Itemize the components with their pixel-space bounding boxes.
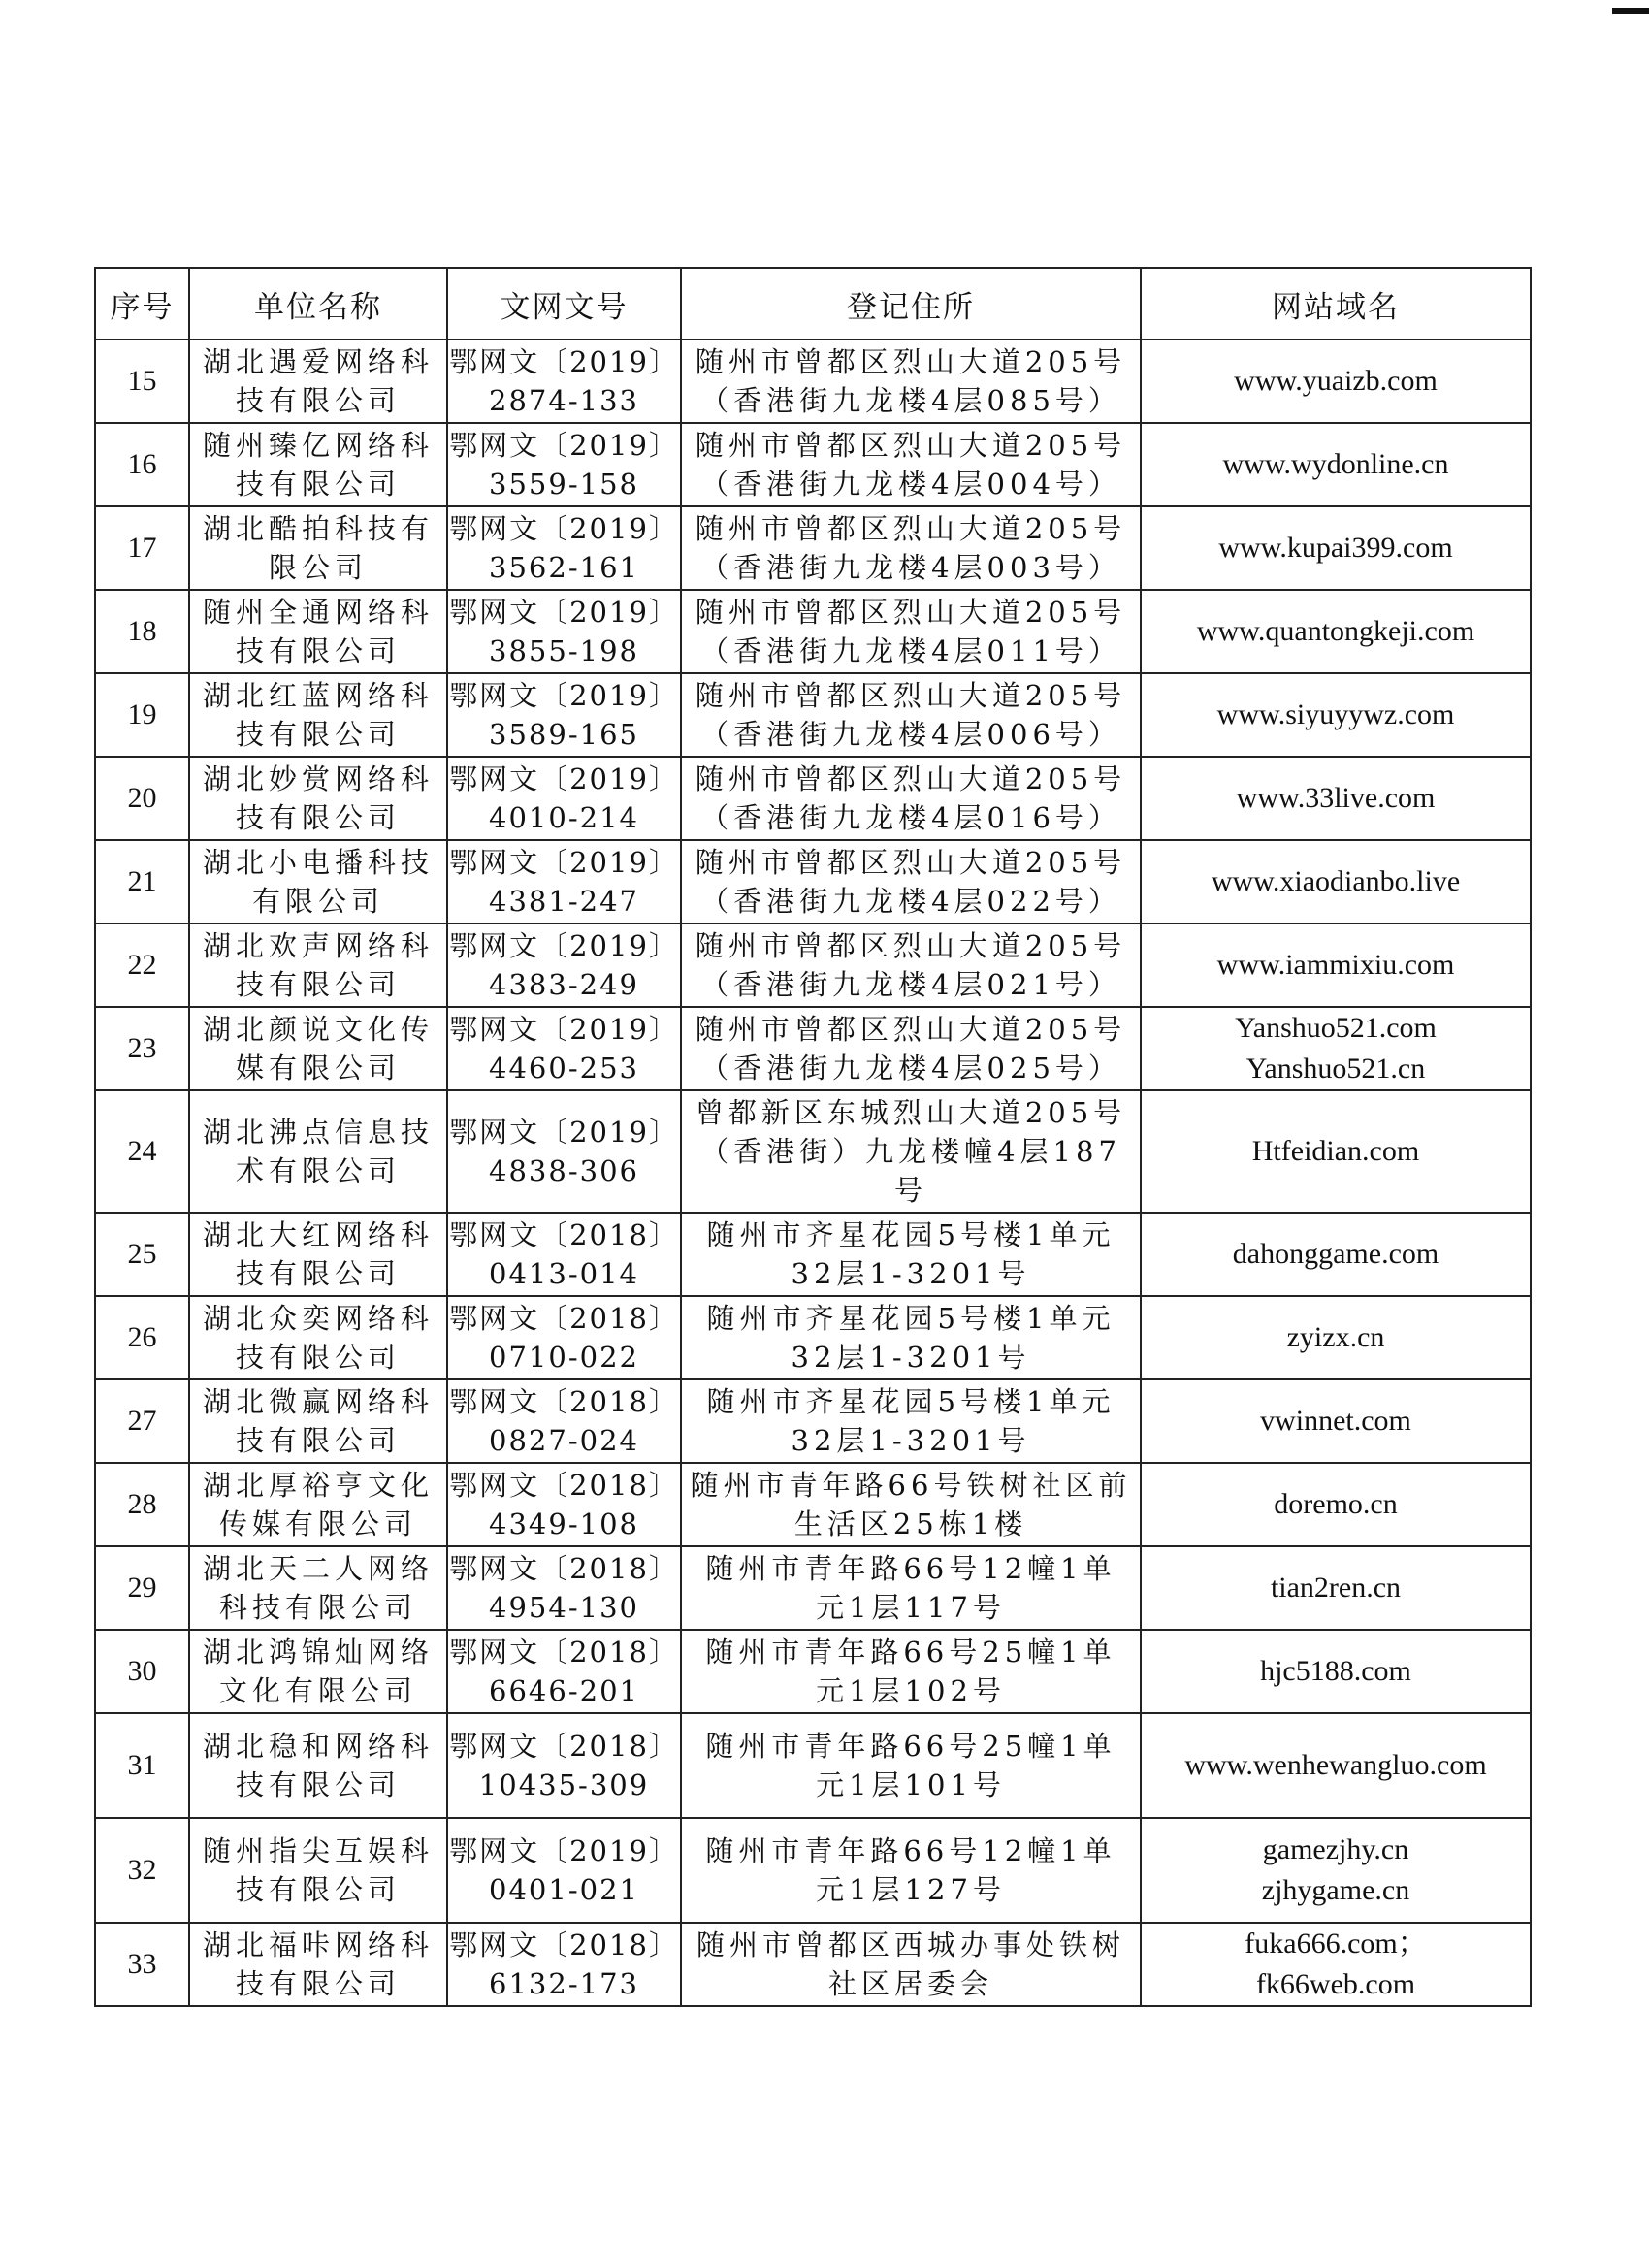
cell-company-name [189,1007,447,1090]
cell-serial-no: 16 [95,423,189,506]
cell-license-no [447,757,681,840]
cell-registered-address-line: 元1层127号 [816,1873,1006,1906]
cell-registered-address-line: 随州市青年路66号25幢1单 [705,1636,1116,1669]
cell-company-name-line: 技有限公司 [235,718,401,751]
cell-license-no-line: 鄂网文〔2018〕 [449,1928,679,1961]
cell-license-no-line: 4383-249 [489,968,639,1001]
cell-company-name-line: 技有限公司 [235,1967,401,2000]
cell-license-no-line: 鄂网文〔2019〕 [449,512,679,545]
table-row [95,1296,1531,1379]
cell-license-no-line: 3562-161 [489,551,639,584]
cell-license-no-line: 4349-108 [489,1507,639,1540]
cell-license-no-line: 0401-021 [489,1873,639,1906]
cell-serial-no: 29 [95,1546,189,1630]
cell-registered-address-line: （香港街九龙楼4层011号） [700,634,1121,667]
cell-registered-address-line: 随州市齐星花园5号楼1单元 [706,1218,1116,1251]
cell-registered-address [681,923,1141,1007]
cell-company-name [189,590,447,673]
table-row [95,1463,1531,1546]
cell-company-name-line: 湖北天二人网络 [202,1552,434,1585]
cell-registered-address-line: （香港街九龙楼4层006号） [700,718,1121,751]
cell-registered-address [681,1630,1141,1713]
cell-company-name-line: 湖北沸点信息技 [202,1116,434,1149]
cell-license-no-line: 3559-158 [489,468,639,501]
cell-registered-address-line: （香港街九龙楼4层025号） [700,1052,1121,1085]
cell-serial-no: 21 [95,840,189,923]
cell-license-no [447,840,681,923]
cell-registered-address [681,1923,1141,2006]
cell-registered-address-line: （香港街九龙楼4层003号） [700,551,1121,584]
cell-company-name-line: 湖北大红网络科 [202,1218,434,1251]
cell-company-name-line: 技有限公司 [235,634,401,667]
cell-license-no-line: 鄂网文〔2018〕 [449,1385,679,1418]
cell-registered-address-line: 曾都新区东城烈山大道205号 [695,1096,1127,1129]
cell-registered-address [681,757,1141,840]
cell-company-name-line: 技有限公司 [235,384,401,417]
cell-company-name-line: 文化有限公司 [218,1674,417,1707]
scan-edge-mark [1612,8,1649,14]
cell-serial-no: 31 [95,1713,189,1818]
cell-company-name [189,923,447,1007]
cell-registered-address-line: （香港街九龙楼4层004号） [700,468,1121,501]
cell-serial-no: 18 [95,590,189,673]
cell-website-domain-line: www.xiaodianbo.live [1211,865,1461,897]
cell-registered-address-line: 随州市曾都区烈山大道205号 [695,762,1127,795]
cell-license-no [447,1379,681,1463]
cell-company-name-line: 湖北妙赏网络科 [202,762,434,795]
cell-license-no-line: 6646-201 [489,1674,639,1707]
cell-license-no-line: 鄂网文〔2019〕 [449,345,679,378]
cell-license-no-line: 6132-173 [489,1967,639,2000]
cell-company-name [189,423,447,506]
cell-license-no-line: 鄂网文〔2019〕 [449,929,679,962]
cell-registered-address [681,506,1141,590]
cell-company-name [189,1546,447,1630]
cell-registered-address [681,1007,1141,1090]
cell-license-no-line: 鄂网文〔2018〕 [449,1730,679,1763]
cell-serial-no: 20 [95,757,189,840]
cell-registered-address [681,340,1141,423]
table-header-row [95,268,1531,340]
cell-company-name [189,757,447,840]
cell-company-name-line: 技有限公司 [235,801,401,834]
cell-license-no-line: 鄂网文〔2019〕 [449,596,679,629]
cell-license-no-line: 鄂网文〔2018〕 [449,1302,679,1335]
cell-serial-no: 25 [95,1213,189,1296]
cell-registered-address-line: 元1层102号 [816,1674,1006,1707]
cell-license-no-line: 10435-309 [478,1768,650,1801]
table-row [95,1630,1531,1713]
cell-license-no-line: 鄂网文〔2019〕 [449,1013,679,1046]
cell-company-name-line: 湖北小电播科技 [202,846,434,879]
table-row [95,1007,1531,1090]
cell-company-name [189,673,447,757]
cell-registered-address-line: 32层1-3201号 [791,1257,1031,1290]
cell-registered-address [681,423,1141,506]
cell-license-no [447,1713,681,1818]
cell-company-name-line: 湖北微赢网络科 [202,1385,434,1418]
cell-registered-address [681,840,1141,923]
cell-license-no-line: 4460-253 [489,1052,639,1085]
table-body [95,340,1531,2006]
cell-registered-address-line: 随州市青年路66号12幢1单 [705,1552,1116,1585]
cell-company-name [189,1630,447,1713]
cell-serial-no: 28 [95,1463,189,1546]
cell-company-name [189,1923,447,2006]
cell-registered-address [681,1090,1141,1213]
cell-company-name-line: 湖北遇爱网络科 [202,345,434,378]
cell-company-name [189,1296,447,1379]
cell-website-domain-line: Yanshuo521.com [1235,1012,1437,1044]
cell-license-no [447,923,681,1007]
cell-registered-address-line: （香港街九龙楼4层022号） [700,885,1121,918]
cell-registered-address-line: 元1层117号 [816,1591,1006,1624]
table-row [95,590,1531,673]
cell-license-no-line: 0710-022 [489,1341,639,1374]
cell-website-domain [1141,1213,1531,1296]
cell-company-name [189,1090,447,1213]
cell-company-name-line: 技有限公司 [235,968,401,1001]
cell-serial-no: 32 [95,1818,189,1923]
table-row [95,1213,1531,1296]
cell-company-name-line: 传媒有限公司 [218,1507,417,1540]
cell-company-name-line: 媒有限公司 [235,1052,401,1085]
cell-license-no [447,673,681,757]
cell-registered-address-line: 随州市青年路66号铁树社区前 [690,1469,1132,1502]
cell-website-domain [1141,1818,1531,1923]
table-row [95,1379,1531,1463]
cell-website-domain-line: gamezjhy.cn [1262,1833,1409,1865]
header-serial-no: 序号 [95,268,189,340]
cell-website-domain-line: zyizx.cn [1286,1321,1385,1353]
cell-company-name-line: 湖北福咔网络科 [202,1928,434,1961]
header-website-domain: 网站域名 [1141,268,1531,340]
cell-registered-address [681,673,1141,757]
cell-website-domain [1141,1090,1531,1213]
cell-license-no [447,1630,681,1713]
cell-registered-address-line: 随州市曾都区烈山大道205号 [695,679,1127,712]
cell-company-name [189,1379,447,1463]
cell-company-name-line: 技有限公司 [235,1424,401,1457]
cell-license-no [447,1213,681,1296]
table-row [95,1818,1531,1923]
cell-serial-no: 17 [95,506,189,590]
cell-registered-address-line: 随州市曾都区西城办事处铁树 [695,1928,1125,1961]
cell-website-domain [1141,1630,1531,1713]
cell-website-domain [1141,590,1531,673]
cell-license-no [447,1818,681,1923]
cell-registered-address [681,1818,1141,1923]
cell-license-no [447,1296,681,1379]
cell-registered-address-line: 随州市曾都区烈山大道205号 [695,345,1127,378]
cell-website-domain [1141,840,1531,923]
cell-company-name [189,340,447,423]
cell-registered-address [681,1463,1141,1546]
cell-serial-no: 30 [95,1630,189,1713]
cell-license-no-line: 4010-214 [489,801,639,834]
cell-registered-address-line: 随州市青年路66号25幢1单 [705,1730,1116,1763]
cell-license-no-line: 鄂网文〔2018〕 [449,1469,679,1502]
cell-registered-address-line: 随州市齐星花园5号楼1单元 [706,1385,1116,1418]
table-row [95,1546,1531,1630]
cell-license-no [447,340,681,423]
cell-company-name [189,506,447,590]
registry-table [94,267,1532,2007]
cell-registered-address-line: 社区居委会 [827,1967,993,2000]
cell-website-domain [1141,423,1531,506]
cell-license-no-line: 鄂网文〔2019〕 [449,679,679,712]
cell-registered-address-line: （香港街九龙楼4层085号） [700,384,1121,417]
table-row [95,923,1531,1007]
cell-license-no [447,1463,681,1546]
cell-website-domain-line: fuka666.com； [1245,1928,1427,1960]
cell-registered-address-line: 元1层101号 [816,1768,1006,1801]
cell-license-no-line: 0827-024 [489,1424,639,1457]
cell-registered-address-line: 号 [893,1174,927,1207]
table-row [95,1713,1531,1818]
cell-company-name-line: 湖北众奕网络科 [202,1302,434,1335]
cell-company-name [189,1818,447,1923]
cell-serial-no: 24 [95,1090,189,1213]
table-row [95,340,1531,423]
cell-company-name-line: 湖北酷拍科技有 [202,512,434,545]
cell-serial-no: 19 [95,673,189,757]
cell-license-no-line: 鄂网文〔2019〕 [449,762,679,795]
table-row [95,1923,1531,2006]
cell-website-domain-line: fk66web.com [1255,1968,1416,2000]
cell-website-domain-line: www.kupai399.com [1218,532,1453,564]
cell-website-domain [1141,1923,1531,2006]
cell-website-domain [1141,1713,1531,1818]
table-row [95,673,1531,757]
cell-license-no [447,506,681,590]
cell-website-domain-line: www.quantongkeji.com [1196,615,1475,647]
cell-company-name-line: 湖北红蓝网络科 [202,679,434,712]
cell-website-domain [1141,1546,1531,1630]
cell-company-name-line: 随州全通网络科 [202,596,434,629]
cell-website-domain-line: dahonggame.com [1232,1238,1439,1270]
cell-serial-no: 33 [95,1923,189,2006]
cell-license-no-line: 鄂网文〔2018〕 [449,1218,679,1251]
cell-serial-no: 15 [95,340,189,423]
cell-license-no-line: 鄂网文〔2019〕 [449,1834,679,1867]
cell-license-no [447,423,681,506]
cell-license-no [447,590,681,673]
registry-table-container [94,267,1530,2007]
cell-website-domain [1141,757,1531,840]
cell-website-domain-line: tian2ren.cn [1270,1571,1402,1604]
cell-registered-address [681,1296,1141,1379]
cell-website-domain-line: www.yuaizb.com [1234,365,1438,397]
cell-license-no-line: 鄂网文〔2019〕 [449,1116,679,1149]
cell-registered-address [681,1213,1141,1296]
cell-website-domain [1141,923,1531,1007]
cell-company-name-line: 有限公司 [251,885,384,918]
cell-license-no [447,1007,681,1090]
table-row [95,1090,1531,1213]
cell-website-domain [1141,1463,1531,1546]
cell-license-no [447,1546,681,1630]
table-row [95,840,1531,923]
cell-company-name-line: 湖北稳和网络科 [202,1730,434,1763]
cell-company-name-line: 湖北颜说文化传 [202,1013,434,1046]
cell-registered-address-line: （香港街九龙楼4层021号） [700,968,1121,1001]
cell-company-name-line: 随州指尖互娱科 [202,1834,434,1867]
cell-license-no-line: 2874-133 [489,384,639,417]
cell-license-no-line: 4838-306 [489,1154,639,1187]
cell-registered-address-line: 生活区25栋1楼 [793,1507,1028,1540]
cell-license-no-line: 鄂网文〔2019〕 [449,846,679,879]
cell-license-no-line: 4954-130 [489,1591,639,1624]
cell-company-name-line: 技有限公司 [235,1257,401,1290]
cell-registered-address-line: 随州市曾都区烈山大道205号 [695,929,1127,962]
cell-registered-address-line: 随州市曾都区烈山大道205号 [695,429,1127,462]
cell-website-domain-line: www.33live.com [1236,782,1436,814]
cell-company-name-line: 技有限公司 [235,1768,401,1801]
cell-company-name-line: 湖北鸿锦灿网络 [202,1636,434,1669]
cell-website-domain-line: www.siyuyywz.com [1216,698,1455,730]
cell-registered-address [681,1546,1141,1630]
cell-license-no-line: 鄂网文〔2018〕 [449,1552,679,1585]
cell-company-name-line: 限公司 [268,551,368,584]
cell-website-domain-line: Htfeidian.com [1251,1135,1420,1167]
cell-company-name-line: 术有限公司 [235,1154,401,1187]
cell-license-no-line: 4381-247 [489,885,639,918]
cell-license-no-line: 3855-198 [489,634,639,667]
cell-company-name [189,1463,447,1546]
cell-registered-address-line: 随州市曾都区烈山大道205号 [695,846,1127,879]
cell-website-domain-line: Yanshuo521.cn [1245,1053,1426,1085]
cell-registered-address-line: 随州市曾都区烈山大道205号 [695,512,1127,545]
cell-registered-address [681,1379,1141,1463]
cell-company-name-line: 随州臻亿网络科 [202,429,434,462]
cell-registered-address-line: 随州市齐星花园5号楼1单元 [706,1302,1116,1335]
header-registered-address: 登记住所 [681,268,1141,340]
cell-website-domain [1141,1007,1531,1090]
table-row [95,423,1531,506]
header-license-no: 文网文号 [447,268,681,340]
cell-serial-no: 26 [95,1296,189,1379]
cell-license-no-line: 鄂网文〔2018〕 [449,1636,679,1669]
cell-registered-address-line: （香港街）九龙楼幢4层187 [700,1135,1121,1168]
cell-website-domain-line: doremo.cn [1274,1488,1398,1520]
cell-company-name-line: 技有限公司 [235,1341,401,1374]
cell-registered-address-line: 32层1-3201号 [791,1424,1031,1457]
cell-registered-address [681,1713,1141,1818]
cell-company-name [189,1713,447,1818]
cell-website-domain-line: vwinnet.com [1260,1405,1411,1437]
cell-registered-address-line: 随州市曾都区烈山大道205号 [695,596,1127,629]
cell-registered-address-line: 随州市青年路66号12幢1单 [705,1834,1116,1867]
cell-registered-address-line: 随州市曾都区烈山大道205号 [695,1013,1127,1046]
cell-website-domain-line: zjhygame.cn [1261,1874,1410,1906]
cell-license-no-line: 3589-165 [489,718,639,751]
cell-license-no-line: 0413-014 [489,1257,639,1290]
cell-website-domain-line: www.wydonline.cn [1222,448,1449,480]
cell-license-no [447,1090,681,1213]
cell-license-no [447,1923,681,2006]
cell-company-name-line: 湖北欢声网络科 [202,929,434,962]
table-row [95,506,1531,590]
cell-website-domain [1141,1379,1531,1463]
cell-website-domain-line: www.iammixiu.com [1216,949,1455,981]
cell-website-domain [1141,1296,1531,1379]
header-company-name: 单位名称 [189,268,447,340]
cell-website-domain-line: www.wenhewangluo.com [1184,1749,1487,1781]
cell-company-name-line: 技有限公司 [235,468,401,501]
cell-company-name [189,1213,447,1296]
cell-serial-no: 22 [95,923,189,1007]
cell-website-domain [1141,506,1531,590]
cell-serial-no: 23 [95,1007,189,1090]
cell-website-domain [1141,673,1531,757]
cell-company-name-line: 技有限公司 [235,1873,401,1906]
cell-company-name-line: 湖北厚裕亨文化 [202,1469,434,1502]
cell-license-no-line: 鄂网文〔2019〕 [449,429,679,462]
cell-website-domain [1141,340,1531,423]
cell-website-domain-line: hjc5188.com [1260,1655,1411,1687]
cell-registered-address-line: 32层1-3201号 [791,1341,1031,1374]
cell-registered-address [681,590,1141,673]
cell-serial-no: 27 [95,1379,189,1463]
cell-company-name [189,840,447,923]
cell-company-name-line: 科技有限公司 [218,1591,417,1624]
table-row [95,757,1531,840]
cell-registered-address-line: （香港街九龙楼4层016号） [700,801,1121,834]
